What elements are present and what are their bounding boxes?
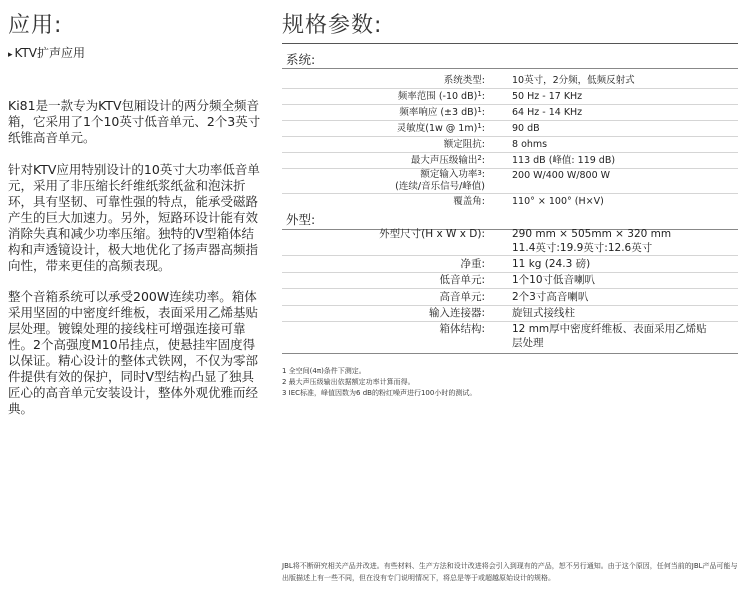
footnote-1: 1 全空间(4π)条件下测定。: [282, 367, 366, 375]
spec-value: 113 dB (峰值: 119 dB): [512, 155, 616, 166]
row-divider: [282, 193, 738, 194]
row-divider: [282, 88, 738, 89]
footnote-3: 3 IEC标准，峰值因数为6 dB的粉红噪声进行100小时的测试。: [282, 389, 477, 397]
divider: [282, 68, 738, 69]
spec-label: 额定阻抗:: [443, 139, 485, 150]
disclaimer: JBL将不断研究相关产品并改进。有些材料、生产方法和设计改进将会引入到现有的产品，恕不另行通知。由于这个原因，任何当前的JBL产品可能与出版描述上有一些不同，但在没有专门说明情况下，将总是等于或超越原始设计的规格。: [282, 562, 738, 582]
system-header: 系统:: [286, 52, 316, 67]
spec-label: 低音单元:: [439, 274, 485, 286]
application-subtitle: [8, 44, 85, 61]
spec-value: 10英寸，2分频，低频反射式: [512, 75, 635, 86]
woofer-paragraph: 针对KTV应用特别设计的10英寸大功率低音单元，采用了非压缩长纤维纸浆纸盆和泡沫折环，具有坚韧、可靠性强的特点，能承受磁路产生的巨大加速力。另外，短路环设计能有效消除失真和减少功率压缩。独特的V型箱体结构和声透镜设计，极大地优化了扬声器高频指向性，带来更佳的高频表现。: [8, 162, 260, 273]
row-divider: [282, 353, 738, 354]
spec-label: 频率范围 (-10 dB)$^1$:: [397, 90, 485, 102]
spec-value: 2个3寸高音喇叭: [512, 291, 589, 303]
subtitle-text: KTV扩声应用: [14, 46, 86, 60]
spec-value: 12 mm厚中密度纤维板、表面采用乙烯贴 层处理: [512, 323, 707, 349]
spec-value: 290 mm × 505mm × 320 mm 11.4英寸:19.9英寸:12.6英寸: [512, 228, 672, 254]
spec-label: 高音单元:: [439, 291, 485, 303]
row-divider: [282, 120, 738, 121]
physical-header: 外型:: [286, 212, 316, 227]
footnote-2: 2 最大声压级输出依据额定功率计算而得。: [282, 378, 415, 386]
spec-value: 110° × 100° (H×V): [512, 196, 604, 207]
spec-label: 频率响应 (±3 dB)$^1$:: [399, 106, 485, 118]
spec-value: 50 Hz - 17 KHz: [512, 91, 583, 102]
divider: [282, 43, 738, 44]
spec-value: 64 Hz - 14 KHz: [512, 107, 583, 118]
row-divider: [282, 136, 738, 137]
spec-label: 最大声压级输出$^2$:: [410, 154, 485, 166]
spec-value: 90 dB: [512, 123, 540, 134]
row-divider: [282, 104, 738, 105]
application-title: 应用:: [8, 13, 63, 38]
spec-label: 覆盖角:: [453, 196, 485, 207]
spec-label: 灵敏度(1w @ 1m)$^1$:: [396, 122, 485, 134]
row-divider: [282, 255, 738, 256]
spec-label: 净重:: [460, 258, 485, 270]
system-paragraph: 整个音箱系统可以承受200W连续功率。箱体采用坚固的中密度纤维板，表面采用乙烯基贴层处理。镀镍处理的接线柱可增强连接可靠性。2个高强度M10吊挂点，使悬挂牢固度得以保证。精心设计的整体式铁网，不仅为零部件提供有效的保护，同时V型结构凸显了独具匠心的高音单元安装设计，整体外观优雅而经典。: [8, 289, 259, 416]
spec-value: 1个10寸低音喇叭: [512, 274, 596, 286]
spec-value: 旋钮式接线柱: [512, 307, 575, 319]
intro-paragraph: Ki81是一款专为KTV包厢设计的两分频全频音箱，它采用了1个10英寸低音单元、2个3英寸纸锥高音单元。: [8, 98, 261, 145]
specs-title: 规格参数:: [282, 13, 383, 38]
spec-label: 箱体结构:: [439, 323, 485, 335]
spec-label: 额定输入功率$^3$: (连续/音乐信号/峰值): [395, 169, 485, 192]
row-divider: [282, 288, 738, 289]
row-divider: [282, 152, 738, 153]
spec-value: 8 ohms: [512, 139, 548, 150]
spec-label: 系统类型:: [443, 75, 485, 86]
spec-value: 200 W/400 W/800 W: [512, 170, 611, 181]
spec-value: 11 kg (24.3 磅): [512, 258, 591, 270]
triangle-bullet-icon: ▸: [8, 50, 13, 60]
spec-label: 输入连接器:: [428, 307, 485, 319]
spec-label: 外型尺寸(H x W x D):: [379, 228, 485, 240]
